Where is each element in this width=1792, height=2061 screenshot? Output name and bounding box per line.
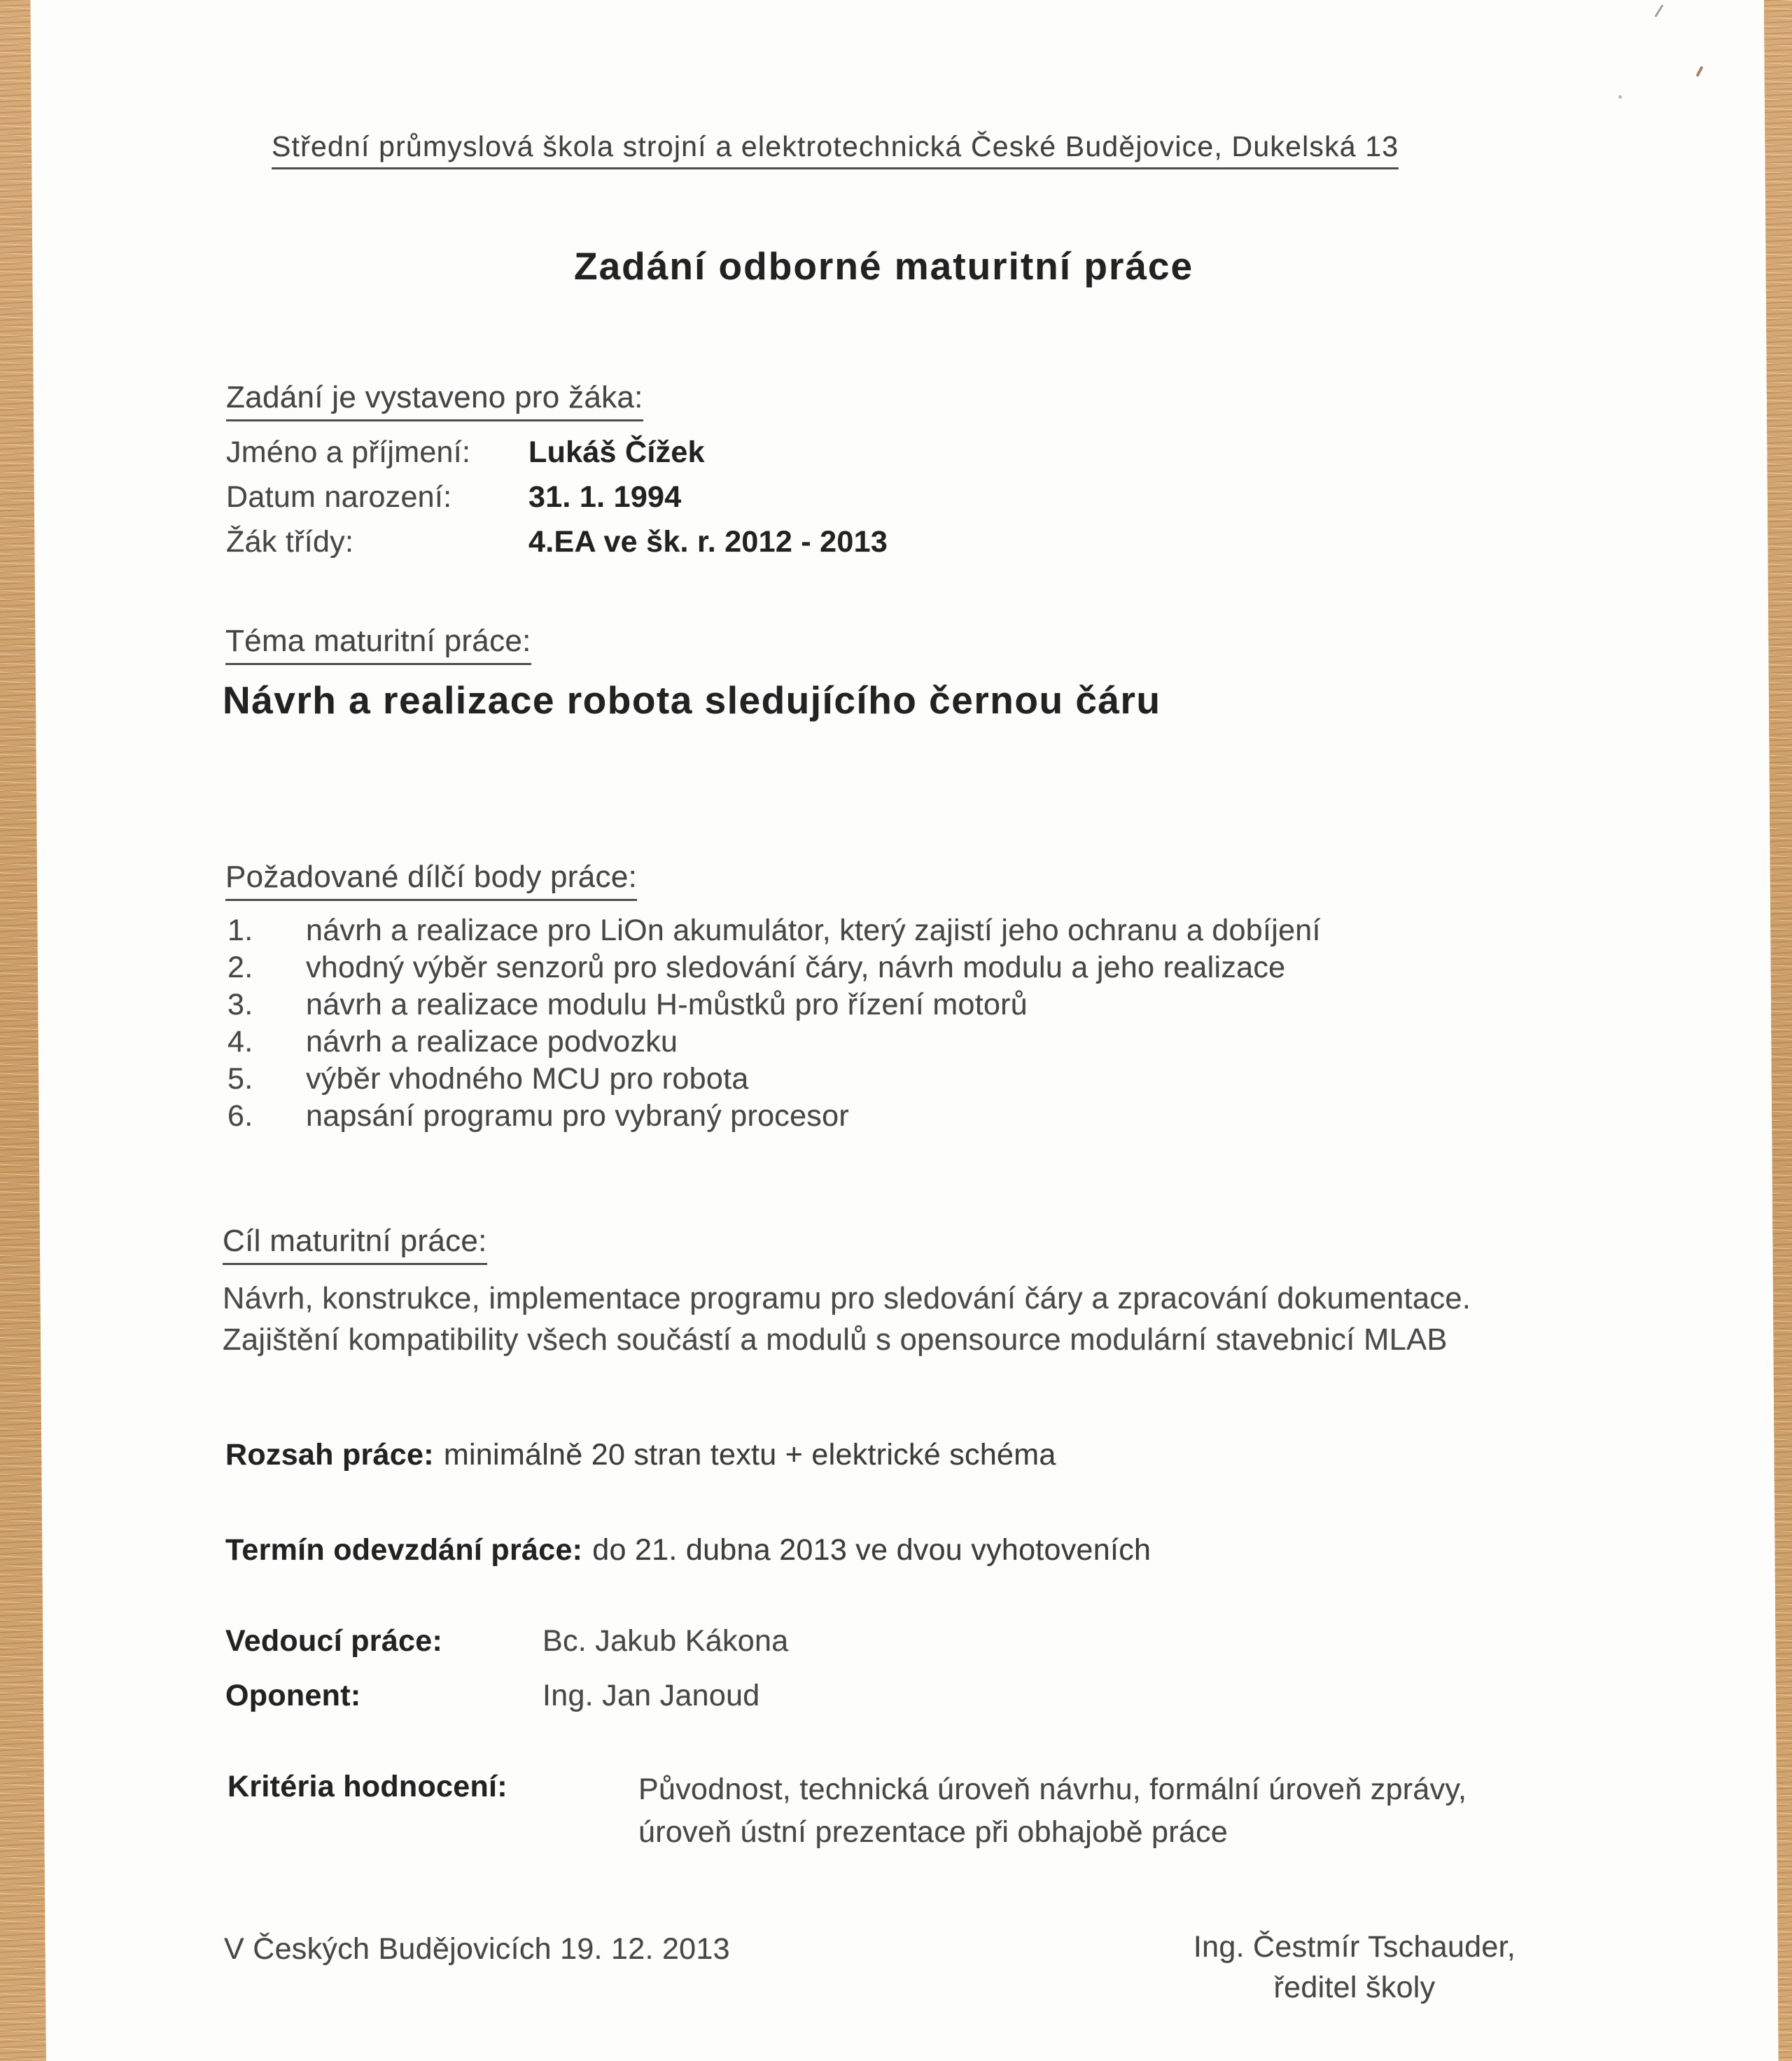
list-item-text: návrh a realizace pro LiOn akumulátor, který zajistí jeho ochranu a dobíjení: [306, 914, 1321, 947]
list-item-number: 4.: [227, 1025, 253, 1059]
thesis-title: Návrh a realizace robota sledujícího černou čáru: [223, 678, 1161, 722]
scope-label: Rozsah práce:: [225, 1438, 434, 1472]
list-item-number: 3.: [227, 988, 253, 1021]
scope-line: [225, 1438, 1056, 1472]
supervisor-label: Vedoucí práce:: [225, 1624, 443, 1658]
document-title: Zadání odborné maturitní práce: [574, 244, 1194, 288]
name-field-label: Jméno a příjmení:: [226, 435, 471, 469]
criteria-label: Kritéria hodnocení:: [227, 1770, 507, 1803]
list-item-number: 1.: [227, 914, 253, 947]
scan-dot-right: [1618, 95, 1622, 99]
student-section-heading: Zadání je vystaveno pro žáka:: [226, 380, 643, 421]
list-item-text: napsání programu pro vybraný procesor: [306, 1099, 849, 1133]
criteria-value: Původnost, technická úroveň návrhu, formální úroveň zprávy, úroveň ústní prezentace při obhajobě práce: [638, 1773, 1467, 1849]
director-name: Ing. Čestmír Tschauder,: [1193, 1930, 1516, 1964]
list-item-number: 5.: [227, 1062, 253, 1096]
list-item-text: návrh a realizace modulu H-můstků pro řízení motorů: [306, 988, 1028, 1021]
list-item-number: 2.: [227, 951, 253, 984]
list-item-text: výběr vhodného MCU pro robota: [306, 1062, 749, 1096]
scope-value: minimálně 20 stran textu + elektrické schéma: [443, 1438, 1056, 1472]
name-field-value: Lukáš Čížek: [528, 435, 705, 469]
class-field-value: 4.EA ve šk. r. 2012 - 2013: [528, 525, 888, 559]
points-section-heading: Požadované dílčí body práce:: [225, 860, 637, 901]
list-item-text: návrh a realizace podvozku: [306, 1025, 678, 1059]
deadline-line: [225, 1533, 1151, 1567]
deadline-value: do 21. dubna 2013 ve dvou vyhotoveních: [592, 1533, 1152, 1567]
supervisor-value: Bc. Jakub Kákona: [542, 1624, 789, 1658]
birthdate-field-value: 31. 1. 1994: [528, 480, 682, 514]
birthdate-field-label: Datum narození:: [226, 480, 452, 514]
signature-block: [1148, 1927, 1561, 2008]
list-item-number: 6.: [227, 1099, 253, 1133]
place-and-date: V Českých Budějovicích 19. 12. 2013: [224, 1932, 730, 1966]
list-item-text: vhodný výběr senzorů pro sledování čáry, návrh modulu a jeho realizace: [306, 951, 1286, 984]
class-field-label: Žák třídy:: [226, 525, 354, 559]
opponent-label: Oponent:: [225, 1679, 361, 1712]
goal-paragraph: Návrh, konstrukce, implementace programu pro sledování čáry a zpracování dokumentace. Zajištění kompatibility všech součástí a modulů s opensource modulární stavebnicí MLAB: [223, 1282, 1471, 1357]
director-role: ředitel školy: [1273, 1971, 1436, 2004]
opponent-value: Ing. Jan Janoud: [542, 1679, 760, 1712]
school-name-header: Střední průmyslová škola strojní a elektrotechnická České Budějovice, Dukelská 13: [272, 130, 1399, 169]
theme-section-heading: Téma maturitní práce:: [225, 624, 531, 665]
deadline-label: Termín odevzdání práce:: [225, 1533, 583, 1567]
goal-section-heading: Cíl maturitní práce:: [223, 1224, 487, 1265]
